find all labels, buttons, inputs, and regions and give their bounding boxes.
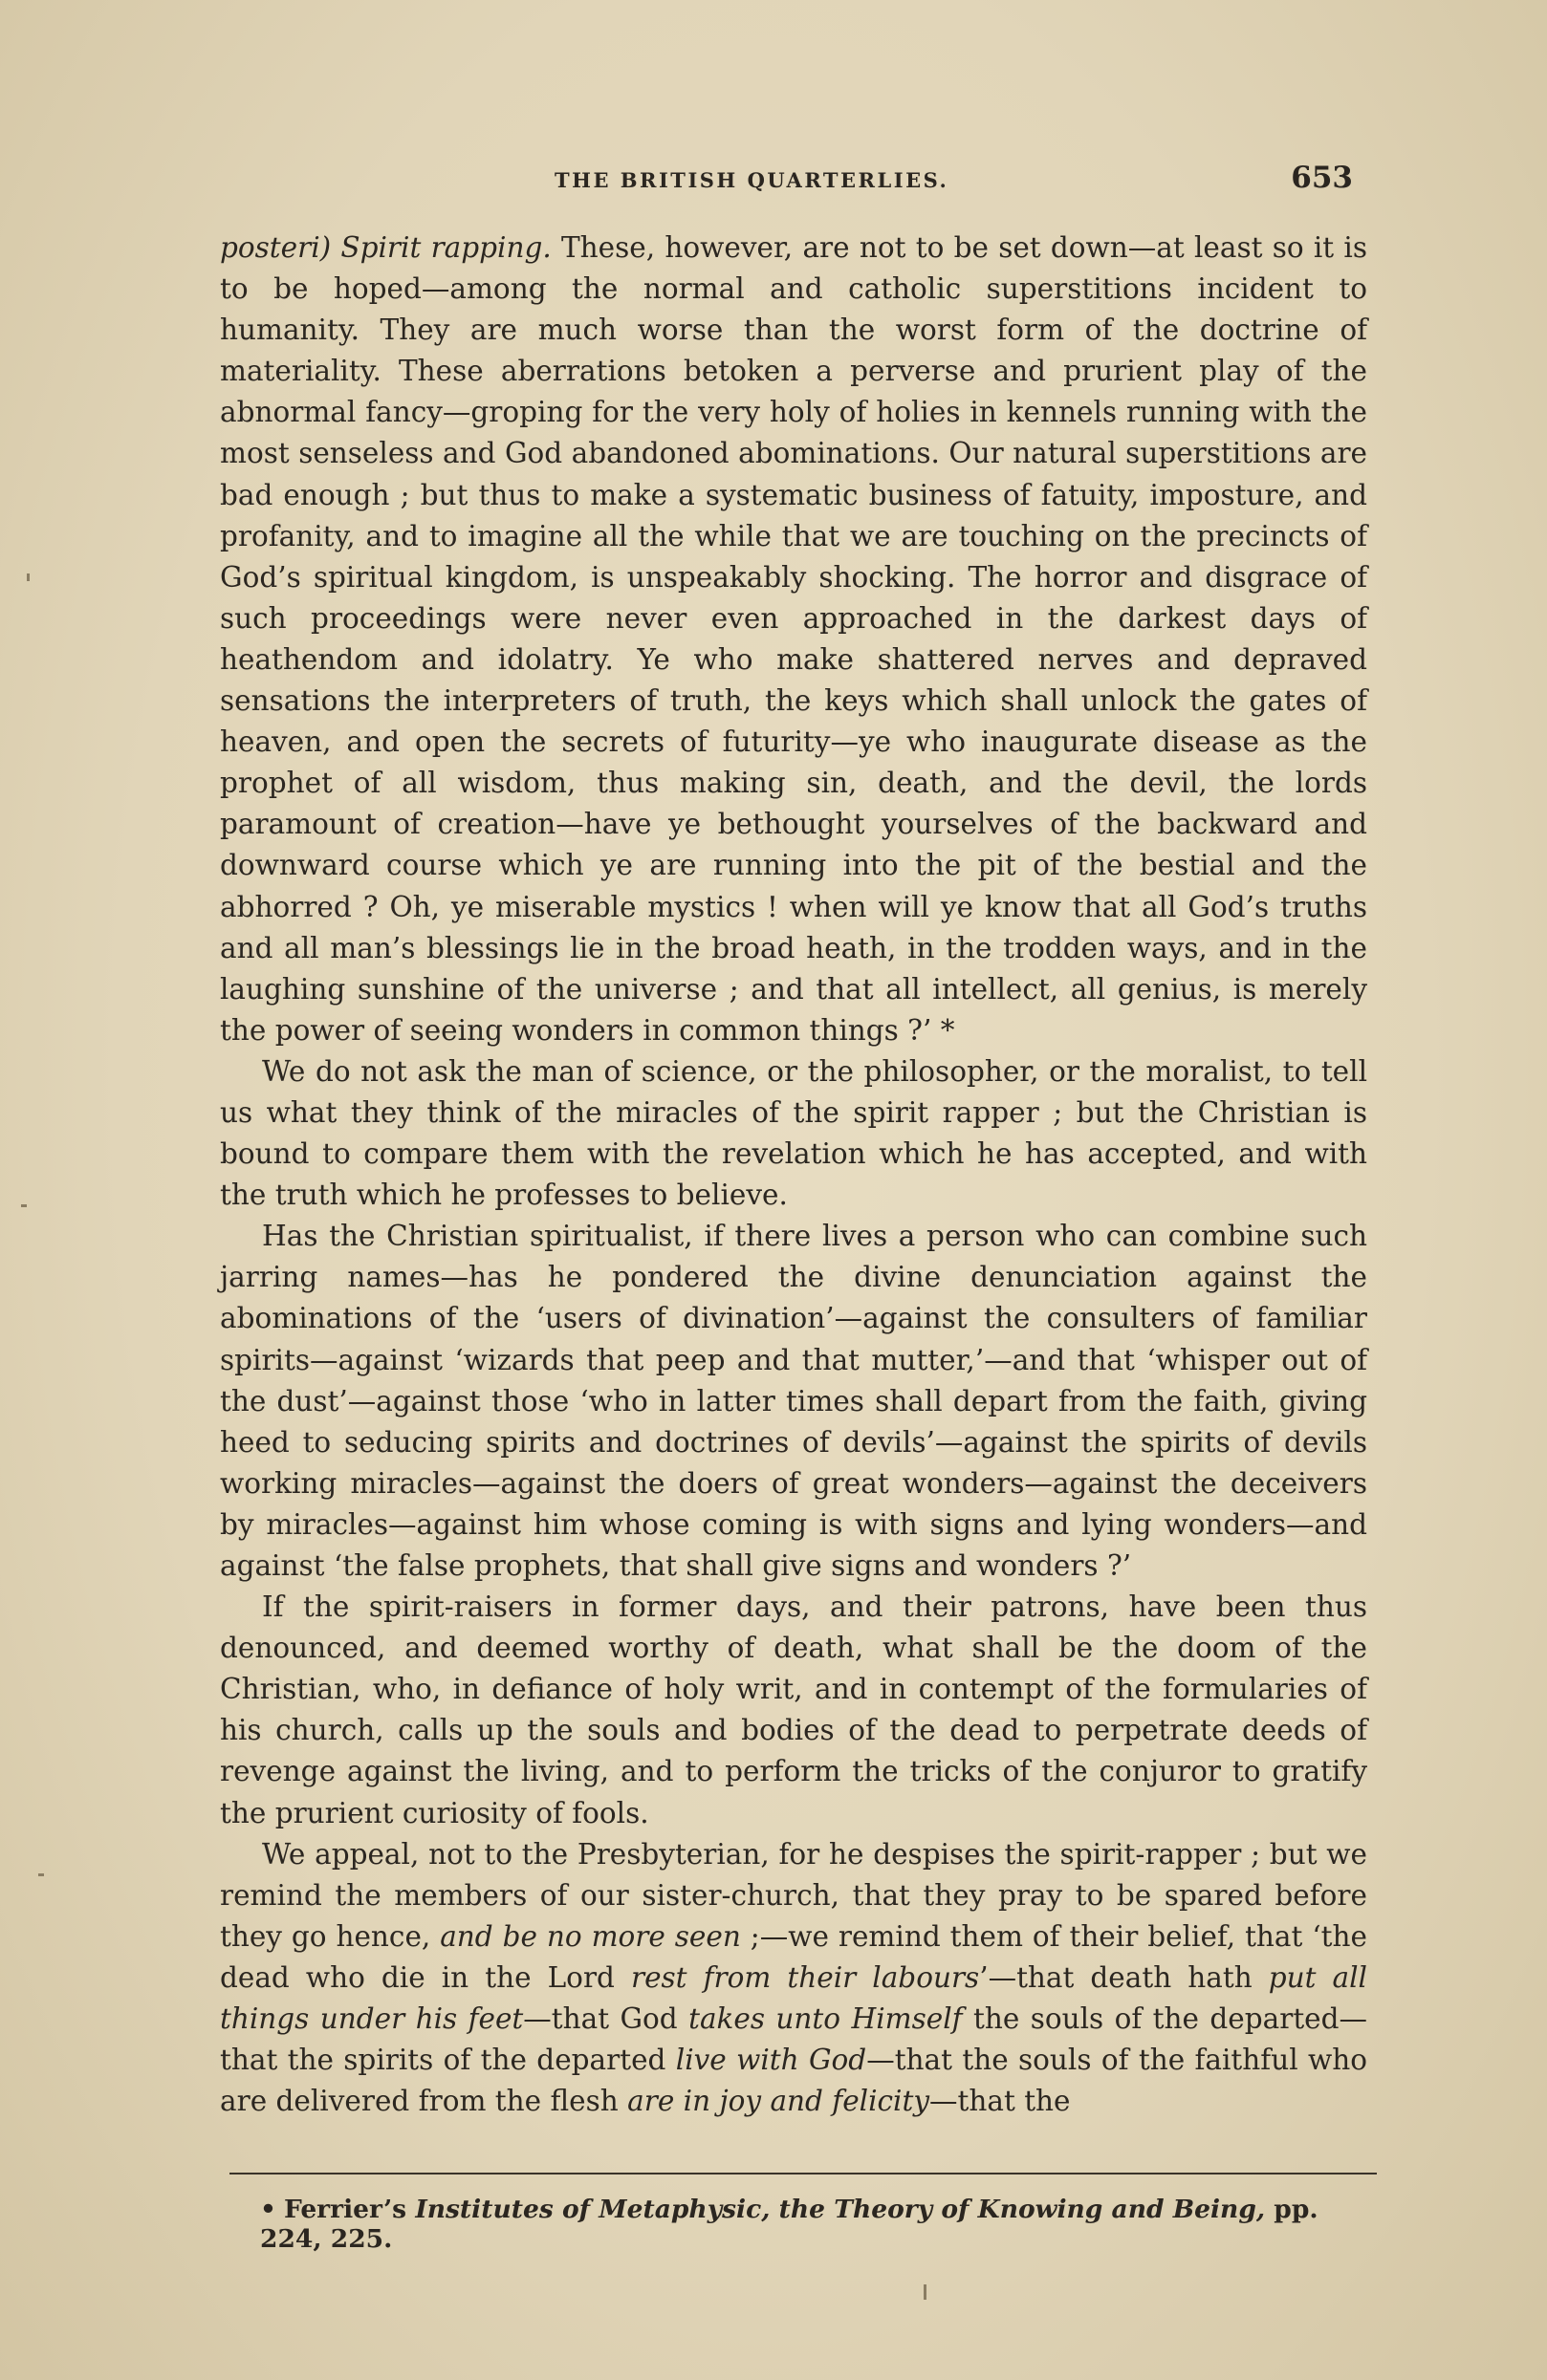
text-run: If the spirit-raisers in former days, and their patrons, have been thus denounced, and deemed worthy of death, what shall be the doom of the Christian, who, in defiance of holy writ, and in contempt of the formularies of his church, calls up the souls and bodies of the dead to perpetrate deeds of revenge against the living, and to perform the tricks of the conjuror to gratify the prurient curiosity of fools. xyxy=(220,1590,1367,1829)
paragraph xyxy=(220,1051,1367,1216)
footnote xyxy=(260,2195,1388,2254)
paragraph xyxy=(220,227,1367,1051)
margin-mark xyxy=(924,2284,926,2300)
footnote-rule xyxy=(229,2173,1377,2174)
paragraph xyxy=(220,1587,1367,1834)
text-run: ’—that death hath xyxy=(979,1960,1269,1994)
paragraph xyxy=(220,1834,1367,2123)
italic-text: posteri) Spirit rapping. xyxy=(220,231,552,264)
italic-text: and be no more seen xyxy=(440,1919,741,1953)
running-title: THE BRITISH QUARTERLIES. xyxy=(555,168,949,192)
footnote-source: Institutes of Metaphysic, the Theory of Knowing and Being, xyxy=(415,2195,1266,2224)
text-run: Has the Christian spiritualist, if there lives a person who can combine such jarring names—has he pondered the divine denunciation against the abominations of the ‘users of divination’—against the consulters of familiar spirits—against ‘wizards that peep and that mutter,’—and that ‘whisper out of the dust’—against those ‘who in latter times shall depart from the faith, giving heed to seducing spirits and doctrines of devils’—against the spirits of devils working miracles—against the doers of great wonders—against the deceivers by miracles—against him whose coming is with signs and lying wonders—and against ‘the false prophets, that shall give signs and wonders ?’ xyxy=(220,1220,1367,1582)
footnote-marker: • xyxy=(260,2195,276,2224)
italic-text: takes unto Himself xyxy=(688,2002,963,2036)
italic-text: are in joy and felicity xyxy=(627,2085,930,2118)
paragraph xyxy=(220,1216,1367,1587)
text-run: ;—we remind them of their belief, that ‘the dead who die in the Lord xyxy=(220,1919,1367,1994)
margin-mark xyxy=(27,573,30,581)
margin-mark xyxy=(38,1873,44,1876)
text-run: —that the xyxy=(929,2085,1071,2118)
italic-text: put all things under his feet xyxy=(220,1960,1367,2036)
page-number: 653 xyxy=(1291,161,1353,195)
text-run: —that God xyxy=(523,2002,689,2036)
text-run: We appeal, not to the Presbyterian, for he despises the spirit-rapper ; but we remind the members of our sister-church, that they pray to be spared before they go hence, xyxy=(220,1837,1367,1953)
italic-text: live with God xyxy=(675,2044,867,2077)
body-text xyxy=(220,227,1367,2122)
page-header xyxy=(220,161,1367,208)
text-run: We do not ask the man of science, or the philosopher, or the moralist, to tell us what they think of the miracles of the spirit rapper ; but the Christian is bound to compare them with the revelation which he has accepted, and with the truth which he professes to believe. xyxy=(220,1054,1367,1212)
text-run: —that the souls of the faithful who are delivered from the flesh xyxy=(220,2044,1367,2118)
text-run: These, however, are not to be set down—at least so it is to be hoped—among the normal and catholic superstitions incident to humanity. They are much worse than the worst form of the doctrine of materiality. These aberrations betoken a perverse and prurient play of the abnormal fancy—groping for the very holy of holies in kennels running with the most senseless and God abandoned abominations. Our natural superstitions are bad enough ; but thus to make a systematic business of fatuity, imposture, and profanity, and to imagine all the while that we are touching on the precincts of God’s spiritual kingdom, is unspeakably shocking. The horror and disgrace of such proceedings were never even approached in the darkest days of heathendom and idolatry. Ye who make shattered nerves and depraved sensations the interpreters of truth, the keys which shall unlock the gates of heaven, and open the secrets of futurity—ye who inaugurate disease as the prophet of all wisdom, thus making sin, death, and the devil, the lords paramount of creation—have ye bethought yourselves of the backward and downward course which ye are running into the pit of the bestial and the abhorred ? Oh, ye miserable mystics ! when will ye know that all God’s truths and all man’s blessings lie in the broad heath, in the trodden ways, and in the laughing sunshine of the universe ; and that all intellect, all genius, is merely the power of seeing wonders in common things ?’ * xyxy=(220,231,1367,1047)
text-run: the souls of the departed—that the spirits of the departed xyxy=(220,2002,1368,2077)
footnote-pages: pp. 224, 225. xyxy=(260,2195,1318,2254)
footnote-author: Ferrier’s xyxy=(283,2195,416,2224)
margin-mark xyxy=(21,1204,27,1207)
italic-text: rest from their labours xyxy=(630,1960,980,1994)
